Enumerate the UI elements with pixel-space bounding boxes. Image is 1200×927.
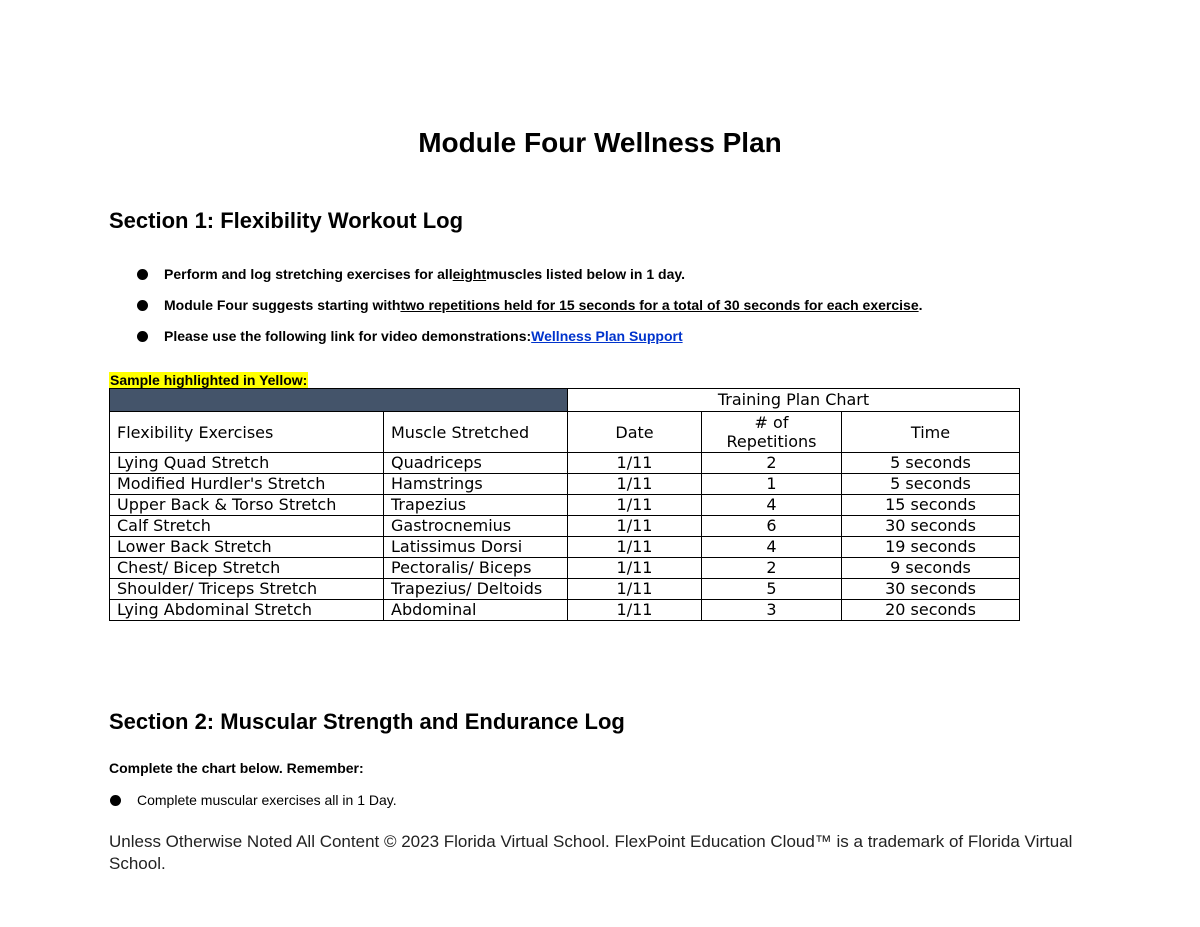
bullet-text-underlined: two repetitions held for 15 seconds for a total of 30 seconds for each exercise [400,297,919,313]
bullet-item-muscular [110,792,397,808]
page-title: Module Four Wellness Plan [418,127,782,158]
bullet-item-eight-muscles [137,266,685,282]
table-column-header-row [110,412,1020,453]
cell-time: 30 seconds [842,579,1020,600]
cell-date: 1/11 [568,558,702,579]
cell-repetitions: 1 [702,474,842,495]
bullet-icon [110,795,121,806]
remember-text: Complete the chart below. Remember: [109,760,364,776]
cell-muscle: Latissimus Dorsi [384,537,568,558]
cell-repetitions: 2 [702,558,842,579]
bullet-text-pre: Module Four suggests starting with [164,297,401,313]
cell-date: 1/11 [568,453,702,474]
table-row [110,558,1020,579]
section-2-heading: Section 2: Muscular Strength and Endurance Log [109,709,625,734]
table-row [110,453,1020,474]
cell-exercise: Shoulder/ Triceps Stretch [110,579,384,600]
cell-exercise: Upper Back & Torso Stretch [110,495,384,516]
cell-time: 20 seconds [842,600,1020,621]
cell-time: 9 seconds [842,558,1020,579]
bullet-icon [137,300,148,311]
column-header-repetitions: # of Repetitions [702,412,842,453]
cell-date: 1/11 [568,579,702,600]
column-header-exercise: Flexibility Exercises [110,412,384,453]
cell-time: 15 seconds [842,495,1020,516]
cell-time: 19 seconds [842,537,1020,558]
cell-exercise: Lying Abdominal Stretch [110,600,384,621]
cell-exercise: Chest/ Bicep Stretch [110,558,384,579]
copyright-footer: Unless Otherwise Noted All Content © 2023 Florida Virtual School. FlexPoint Education Cloud™ is a trademark of Florida Virtual School. [109,832,1073,873]
table-row [110,495,1020,516]
bullet-text-pre: Perform and log stretching exercises for all [164,266,453,282]
wellness-plan-support-link[interactable]: Wellness Plan Support [531,328,683,344]
cell-exercise: Modified Hurdler's Stretch [110,474,384,495]
cell-repetitions: 3 [702,600,842,621]
column-header-muscle: Muscle Stretched [384,412,568,453]
cell-repetitions: 5 [702,579,842,600]
training-plan-chart-header: Training Plan Chart [568,389,1020,412]
training-plan-table [109,388,1020,621]
bullet-item-video-link [137,328,683,344]
cell-date: 1/11 [568,495,702,516]
cell-repetitions: 6 [702,516,842,537]
cell-muscle: Gastrocnemius [384,516,568,537]
cell-muscle: Quadriceps [384,453,568,474]
table-header-fill [110,389,568,412]
table-group-header-row [110,389,1020,412]
bullet-icon [137,269,148,280]
bullet-icon [137,331,148,342]
cell-muscle: Hamstrings [384,474,568,495]
cell-exercise: Lower Back Stretch [110,537,384,558]
cell-repetitions: 2 [702,453,842,474]
table-row [110,600,1020,621]
bullet-text-post: . [918,297,923,313]
cell-muscle: Trapezius/ Deltoids [384,579,568,600]
cell-date: 1/11 [568,600,702,621]
bullet-item-repetitions [137,297,923,313]
table-row [110,516,1020,537]
bullet-text-pre: Please use the following link for video demonstrations: [164,328,532,344]
cell-muscle: Trapezius [384,495,568,516]
cell-time: 5 seconds [842,453,1020,474]
table-row [110,537,1020,558]
section-1-heading: Section 1: Flexibility Workout Log [109,208,464,233]
sample-highlight-label: Sample highlighted in Yellow: [110,372,308,388]
bullet-text: Complete muscular exercises all in 1 Day. [137,792,397,808]
cell-exercise: Lying Quad Stretch [110,453,384,474]
bullet-text-post: muscles listed below in 1 day. [486,266,686,282]
cell-muscle: Pectoralis/ Biceps [384,558,568,579]
cell-time: 30 seconds [842,516,1020,537]
column-header-date: Date [568,412,702,453]
cell-date: 1/11 [568,537,702,558]
cell-date: 1/11 [568,474,702,495]
bullet-text-underlined: eight [452,266,487,282]
cell-date: 1/11 [568,516,702,537]
table-row [110,474,1020,495]
column-header-time: Time [842,412,1020,453]
cell-repetitions: 4 [702,495,842,516]
table-row [110,579,1020,600]
cell-time: 5 seconds [842,474,1020,495]
cell-repetitions: 4 [702,537,842,558]
cell-muscle: Abdominal [384,600,568,621]
cell-exercise: Calf Stretch [110,516,384,537]
